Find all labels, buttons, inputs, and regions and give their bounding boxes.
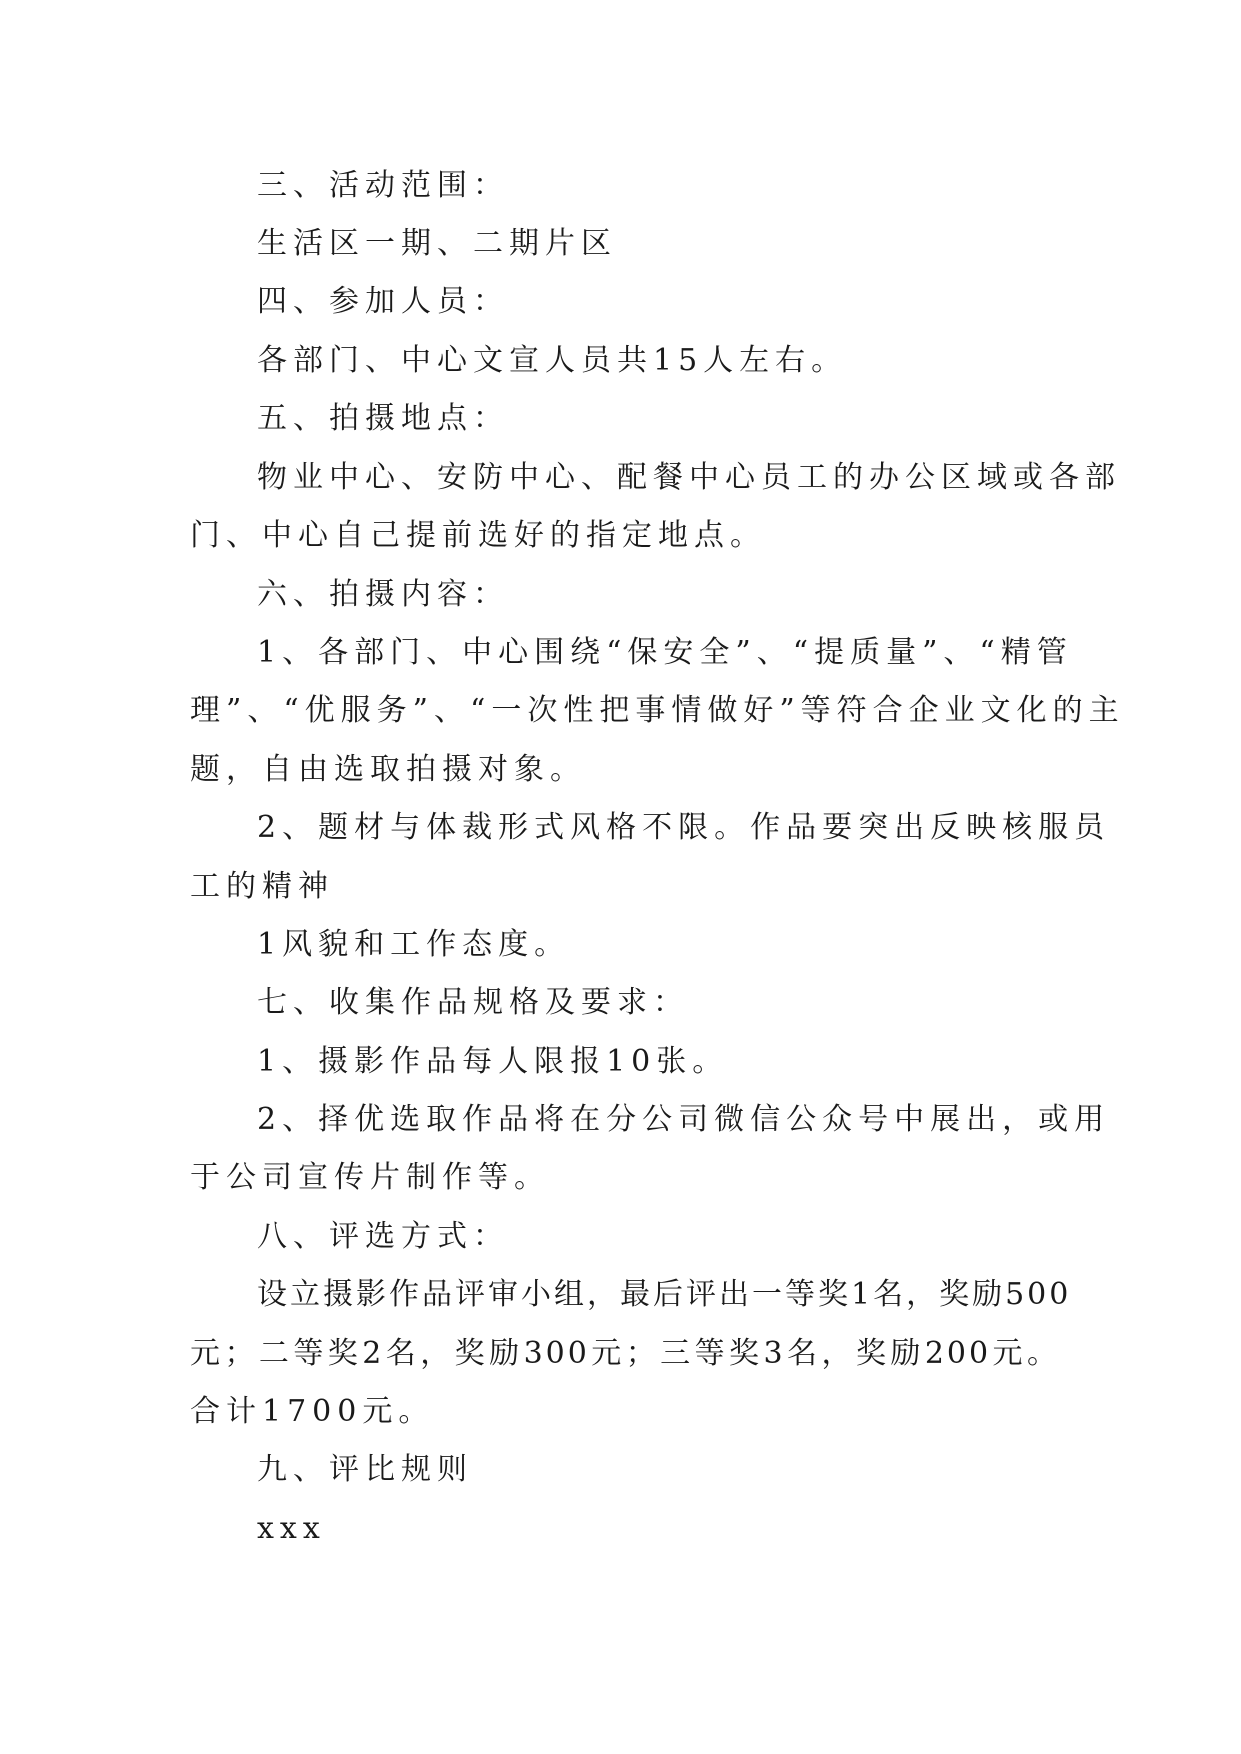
paragraph-line: 物业中心、安防中心、配餐中心员工的办公区域或各部: [257, 460, 1121, 495]
paragraph-line: 理”、“优服务”、“一次性把事情做好”等符合企业文化的主: [190, 693, 1125, 728]
paragraph-line: 门、中心自己提前选好的指定地点。: [190, 518, 766, 553]
paragraph-line: 工的精神: [190, 869, 334, 904]
paragraph-line: 1、摄影作品每人限报10张。: [257, 1044, 729, 1079]
paragraph-line: 各部门、中心文宣人员共15人左右。: [257, 343, 848, 378]
paragraph-line: 1、各部门、中心围绕“保安全”、“提质量”、“精管: [257, 635, 1073, 670]
paragraph-line: 元；二等奖2名，奖励300元；三等奖3名，奖励200元。: [190, 1336, 1060, 1371]
heading-activity-scope: 三、活动范围：: [257, 168, 509, 203]
paragraph-line: 2、择优选取作品将在分公司微信公众号中展出，或用: [257, 1102, 1111, 1137]
heading-location: 五、拍摄地点：: [257, 401, 509, 436]
paragraph-line: xxx: [257, 1511, 326, 1546]
paragraph-line: 于公司宣传片制作等。: [190, 1160, 550, 1195]
paragraph-line: 题，自由选取拍摄对象。: [190, 752, 586, 787]
paragraph-line: 2、题材与体裁形式风格不限。作品要突出反映核服员: [257, 810, 1111, 845]
heading-participants: 四、参加人员：: [257, 284, 509, 319]
heading-requirements: 七、收集作品规格及要求：: [257, 985, 689, 1020]
heading-selection-method: 八、评选方式：: [257, 1219, 509, 1254]
paragraph-line: 设立摄影作品评审小组，最后评出一等奖1名，奖励500: [257, 1277, 1072, 1312]
paragraph-line: 生活区一期、二期片区: [257, 226, 617, 261]
paragraph-line: 1风貌和工作态度。: [257, 927, 571, 962]
heading-rules: 九、评比规则: [257, 1452, 473, 1487]
paragraph-line: 合计1700元。: [190, 1394, 435, 1429]
heading-content: 六、拍摄内容：: [257, 577, 509, 612]
